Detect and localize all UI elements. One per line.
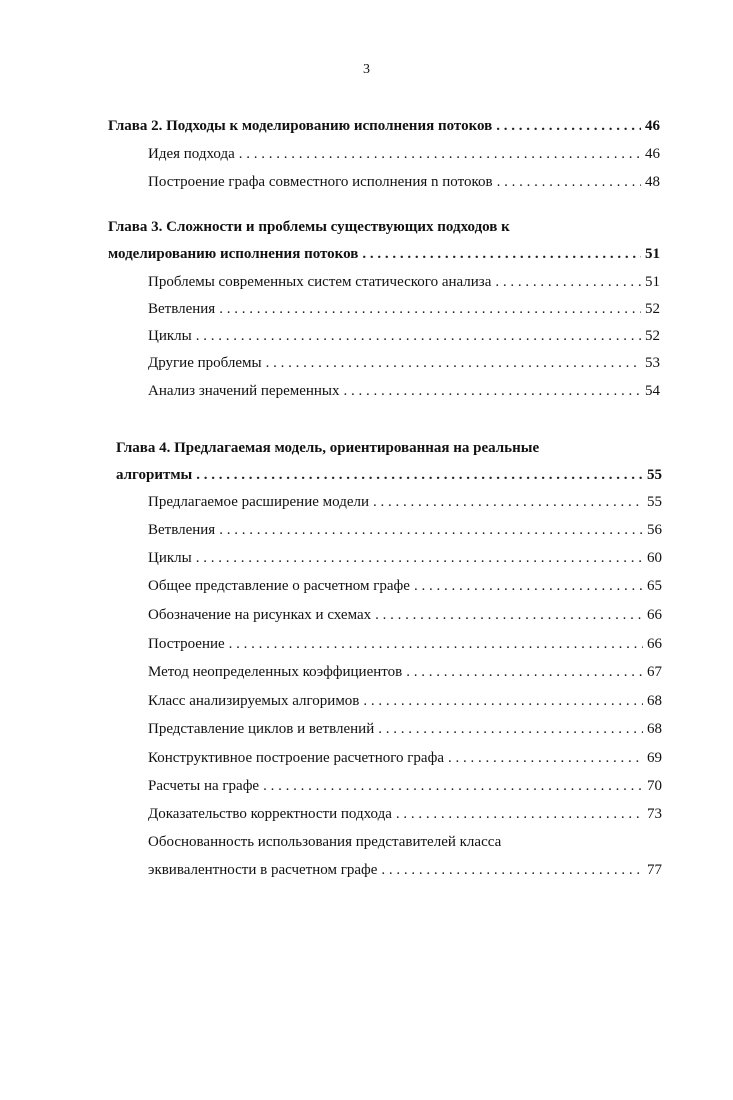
leader-dots bbox=[362, 246, 641, 263]
item-label: Расчеты на графе bbox=[148, 778, 260, 794]
page-ref: 55 bbox=[647, 467, 662, 483]
item-label: Метод неопределенных коэффициентов bbox=[148, 664, 403, 680]
item-label: Другие проблемы bbox=[148, 355, 262, 371]
toc-item[interactable] bbox=[148, 778, 662, 795]
leader-dots bbox=[266, 355, 641, 372]
leader-dots bbox=[196, 328, 641, 345]
leader-dots bbox=[448, 750, 643, 767]
leader-dots bbox=[375, 607, 643, 624]
page-ref: 52 bbox=[645, 328, 660, 344]
item-label: Класс анализируемых алгоримов bbox=[148, 693, 360, 709]
toc-item[interactable] bbox=[148, 578, 662, 595]
page-ref: 55 bbox=[647, 494, 662, 510]
page-ref: 65 bbox=[647, 578, 662, 594]
leader-dots bbox=[497, 174, 641, 191]
page-ref: 66 bbox=[647, 607, 662, 623]
page-ref: 70 bbox=[647, 778, 662, 794]
leader-dots bbox=[363, 693, 643, 710]
page-ref: 52 bbox=[645, 301, 660, 317]
item-label: Доказательство корректности подхода bbox=[148, 806, 392, 822]
chapter-title: моделированию исполнения потоков bbox=[108, 246, 359, 262]
toc-item[interactable] bbox=[148, 383, 660, 400]
leader-dots bbox=[219, 301, 641, 318]
leader-dots bbox=[196, 550, 643, 567]
leader-dots bbox=[495, 274, 641, 291]
leader-dots bbox=[239, 146, 641, 163]
toc-item[interactable] bbox=[148, 693, 662, 710]
toc-item[interactable] bbox=[148, 721, 662, 738]
item-label: Обозначение на рисунках и схемах bbox=[148, 607, 372, 623]
item-label: Циклы bbox=[148, 550, 192, 566]
toc-item[interactable] bbox=[148, 301, 660, 318]
item-label: Конструктивное построение расчетного графа bbox=[148, 750, 444, 766]
page-ref: 48 bbox=[645, 174, 660, 190]
toc-item[interactable] bbox=[148, 750, 662, 767]
leader-dots bbox=[196, 467, 643, 484]
chapter-title-line: Глава 3. Сложности и проблемы существующих подходов к bbox=[108, 219, 510, 235]
toc-item[interactable] bbox=[148, 494, 662, 511]
page-ref: 56 bbox=[647, 522, 662, 538]
toc-item[interactable] bbox=[148, 355, 660, 372]
item-label: Анализ значений переменных bbox=[148, 383, 340, 399]
item-label: Ветвления bbox=[148, 301, 216, 317]
page-ref: 60 bbox=[647, 550, 662, 566]
toc-item[interactable] bbox=[148, 664, 662, 681]
chapter-title: алгоритмы bbox=[116, 467, 193, 483]
leader-dots bbox=[378, 721, 643, 738]
toc-item[interactable] bbox=[148, 328, 660, 345]
item-label: Представление циклов и ветвлений bbox=[148, 721, 375, 737]
item-label: Циклы bbox=[148, 328, 192, 344]
toc-item[interactable] bbox=[148, 550, 662, 567]
page-ref: 77 bbox=[647, 862, 662, 878]
toc-item[interactable] bbox=[148, 174, 660, 191]
leader-dots bbox=[219, 522, 643, 539]
toc-item[interactable] bbox=[148, 274, 660, 291]
page-ref: 69 bbox=[647, 750, 662, 766]
leader-dots bbox=[373, 494, 643, 511]
page-ref: 46 bbox=[645, 146, 660, 162]
page-ref: 51 bbox=[645, 246, 660, 262]
toc-item-label-line: Обоснованность использования представителей класса bbox=[148, 834, 502, 850]
toc-item[interactable] bbox=[148, 146, 660, 163]
item-label: Построение графа совместного исполнения n потоков bbox=[148, 174, 493, 190]
page-ref: 73 bbox=[647, 806, 662, 822]
leader-dots bbox=[381, 862, 643, 879]
leader-dots bbox=[414, 578, 643, 595]
item-label: Проблемы современных систем статического анализа bbox=[148, 274, 492, 290]
leader-dots bbox=[396, 806, 643, 823]
leader-dots bbox=[344, 383, 641, 400]
toc-chapter-4[interactable] bbox=[116, 467, 662, 484]
toc-item[interactable] bbox=[148, 862, 662, 879]
item-label: Предлагаемое расширение модели bbox=[148, 494, 369, 510]
toc-item[interactable] bbox=[148, 636, 662, 653]
page-ref: 46 bbox=[645, 118, 660, 134]
item-label: Общее представление о расчетном графе bbox=[148, 578, 410, 594]
toc-item[interactable] bbox=[148, 806, 662, 823]
toc-chapter-2[interactable] bbox=[108, 118, 660, 135]
toc-item[interactable] bbox=[148, 522, 662, 539]
item-label: Построение bbox=[148, 636, 225, 652]
page-number: 3 bbox=[363, 62, 370, 77]
page-ref: 68 bbox=[647, 721, 662, 737]
item-label: эквивалентности в расчетном графе bbox=[148, 862, 378, 878]
chapter-title: Глава 2. Подходы к моделированию исполнения потоков bbox=[108, 118, 493, 134]
item-label: Идея подхода bbox=[148, 146, 235, 162]
page-ref: 54 bbox=[645, 383, 660, 399]
page-ref: 51 bbox=[645, 274, 660, 290]
item-label: Ветвления bbox=[148, 522, 216, 538]
toc-chapter-3[interactable] bbox=[108, 246, 660, 263]
page-ref: 66 bbox=[647, 636, 662, 652]
page-ref: 53 bbox=[645, 355, 660, 371]
leader-dots bbox=[406, 664, 643, 681]
page-ref: 68 bbox=[647, 693, 662, 709]
leader-dots bbox=[496, 118, 641, 135]
toc-item[interactable] bbox=[148, 607, 662, 624]
chapter-title-line: Глава 4. Предлагаемая модель, ориентированная на реальные bbox=[116, 440, 540, 456]
leader-dots bbox=[263, 778, 643, 795]
page-ref: 67 bbox=[647, 664, 662, 680]
leader-dots bbox=[229, 636, 643, 653]
